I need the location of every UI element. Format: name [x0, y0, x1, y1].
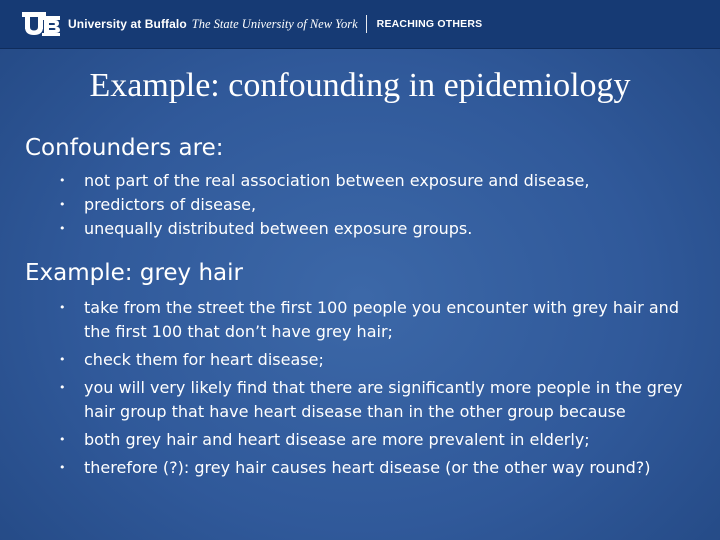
bullet-icon: •	[59, 301, 66, 314]
slide-title: Example: confounding in epidemiology	[89, 67, 631, 104]
section-heading-confounders: Confounders are:	[25, 135, 224, 161]
bullet-icon: •	[59, 433, 66, 446]
section-heading-grey-hair: Example: grey hair	[25, 260, 243, 286]
list-item: • both grey hair and heart disease are more prevalent in elderly;	[0, 428, 720, 452]
university-name: University at Buffalo	[68, 17, 187, 31]
bullet-icon: •	[59, 174, 66, 187]
bullet-icon: •	[59, 461, 66, 474]
list-item: • take from the street the first 100 people you encounter with grey hair and the first 100 that don’t have grey hair;	[59, 298, 679, 341]
system-name: The State University of New York	[191, 16, 358, 31]
bullet-icon: •	[59, 381, 66, 394]
bullet-icon: •	[59, 198, 66, 211]
grey-hair-bullet-list	[0, 296, 720, 480]
list-item: • unequally distributed between exposure groups.	[0, 217, 720, 241]
header-bar	[0, 0, 720, 49]
list-item: • not part of the real association between exposure and disease,	[0, 169, 720, 193]
list-item: • you will very likely find that there are significantly more people in the grey hair group that have heart disease than in the other group because	[59, 378, 683, 421]
list-item: • predictors of disease,	[0, 193, 720, 217]
list-item: • therefore (?): grey hair causes heart disease (or the other way round?)	[0, 456, 720, 480]
header-divider	[366, 15, 367, 33]
bullet-icon: •	[59, 353, 66, 366]
list-item: • check them for heart disease;	[0, 348, 720, 372]
bullet-icon: •	[59, 222, 66, 235]
confounders-bullet-list	[0, 169, 720, 241]
ub-logo-icon	[22, 11, 62, 37]
header-tagline: REACHING OTHERS	[376, 18, 483, 30]
